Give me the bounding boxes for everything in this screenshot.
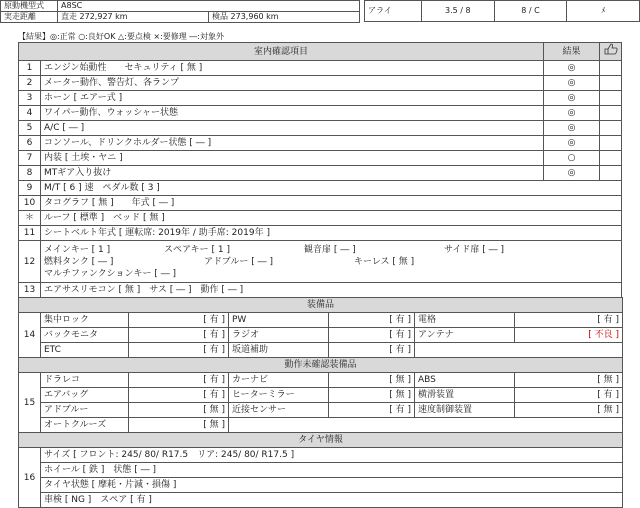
equipment-value: [ 無 ] (129, 403, 229, 418)
equipment-label: アドブルー (41, 403, 129, 418)
interior-item-result: ◎ (544, 106, 600, 121)
item-number: 12 (19, 241, 41, 283)
equipment-value: [ 有 ] (329, 403, 415, 418)
interior-item-text: ホーン [ エアー式 ] (41, 91, 544, 106)
antenna-defect-value: [ 不良 ] (515, 328, 623, 343)
equipment-label: 横滑装置 (415, 388, 515, 403)
item-number: 3 (19, 91, 41, 106)
multi-function-key: マルチファンクションキー [ ― ] (44, 269, 177, 279)
thumbs-up-icon (600, 43, 622, 61)
item-number: 4 (19, 106, 41, 121)
blank-cell (600, 166, 622, 181)
interior-item-text: メーター動作、警告灯、各ランプ (41, 76, 544, 91)
interior-item-result: ◎ (544, 91, 600, 106)
engine-type-value: A8SC (58, 1, 360, 12)
item-number: 9 (19, 181, 41, 196)
item-number: 2 (19, 76, 41, 91)
blank-cell (600, 76, 622, 91)
equipment-label: ラジオ (229, 328, 329, 343)
interior-item-text: MTギア入り抜け (41, 166, 544, 181)
arai-value-2: 8 / C (494, 1, 567, 22)
tire-condition-row: タイヤ状態 [ 摩耗・片減・損傷 ] (41, 478, 623, 493)
mileage-value: 直走 272,927 km (58, 12, 209, 23)
equipment-value: [ 無 ] (515, 403, 623, 418)
keyless: キーレス [ 無 ] (354, 257, 415, 267)
interior-item-result: ◎ (544, 61, 600, 76)
blank-cell (415, 343, 623, 358)
equipment-value: [ 無 ] (329, 388, 415, 403)
roof-row: ルーフ [ 標準 ] ベッド [ 無 ] (41, 211, 622, 226)
blank-cell (600, 61, 622, 76)
transmission-row: M/T [ 6 ] 速 ペダル数 [ 3 ] (41, 181, 622, 196)
equipment-value: [ 無 ] (129, 418, 229, 433)
seatbelt-row: シートベルト年式 [ 運転席: 2019年 / 助手席: 2019年 ] (41, 226, 622, 241)
air-suspension-row: エアサスリモコン [ 無 ] サス [ ― ] 動作 [ ― ] (41, 283, 622, 298)
blank-cell (600, 136, 622, 151)
fuel-tank-key: 燃料タンク [ ― ] (44, 257, 114, 267)
engine-type-label: 原動機型式 (1, 1, 58, 12)
interior-item-text: エンジン始動性 セキュリティ [ 無 ] (41, 61, 544, 76)
spare-key: スペアキー [ 1 ] (164, 245, 230, 255)
interior-item-text: A/C [ ― ] (41, 121, 544, 136)
blank-cell (600, 121, 622, 136)
tire-section-title: タイヤ情報 (19, 433, 623, 448)
equipment-value: [ 有 ] (129, 388, 229, 403)
item-number: 1 (19, 61, 41, 76)
item-number: 6 (19, 136, 41, 151)
blank-cell (600, 91, 622, 106)
blank-cell (600, 106, 622, 121)
equipment-value: [ 有 ] (329, 343, 415, 358)
interior-item-text: 内装 [ 土埃・ヤニ ] (41, 151, 544, 166)
item-number: 16 (19, 448, 41, 508)
equipment-value: [ 有 ] (129, 343, 229, 358)
equipment-label: ドラレコ (41, 373, 129, 388)
main-key: メインキー [ 1 ] (44, 245, 111, 255)
result-legend: 【結果】◎:正常 ○:良好OK △:要点検 ×:要修理 ―:対象外 (18, 32, 225, 41)
function-section-title: 動作未確認装備品 (19, 358, 623, 373)
interior-item-text: ワイパー動作、ウォッシャー状態 (41, 106, 544, 121)
keys-row (41, 241, 622, 283)
equipment-value: [ 有 ] (515, 313, 623, 328)
item-number: 7 (19, 151, 41, 166)
result-header: 結果 (544, 43, 600, 61)
equipment-value: [ 有 ] (129, 313, 229, 328)
interior-item-result: ◎ (544, 76, 600, 91)
interior-item-result: ○ (544, 151, 600, 166)
interior-item-result: ◎ (544, 136, 600, 151)
item-number: 15 (19, 373, 41, 433)
wheel-row: ホイール [ 鉄 ] 状態 [ ― ] (41, 463, 623, 478)
interior-item-text: コンソール、ドリンクホルダー状態 [ ― ] (41, 136, 544, 151)
equipment-label: アンテナ (415, 328, 515, 343)
equipment-value: [ 有 ] (329, 313, 415, 328)
equipment-label: ABS (415, 373, 515, 388)
equipment-table (18, 297, 623, 508)
arai-value-3: ﾒ (567, 1, 640, 22)
equipment-value: [ 有 ] (129, 373, 229, 388)
tachograph-row: タコグラフ [ 無 ] 年式 [ ― ] (41, 196, 622, 211)
equipment-label: ヒーターミラー (229, 388, 329, 403)
blank-cell (229, 418, 623, 433)
item-number: 5 (19, 121, 41, 136)
equipment-value: [ 無 ] (329, 373, 415, 388)
item-number: 11 (19, 226, 41, 241)
inspect-mileage-value: 検品 273,960 km (209, 12, 360, 23)
mileage-label: 実走距離 (1, 12, 58, 23)
equipment-label: バックモニタ (41, 328, 129, 343)
blank-cell (600, 151, 622, 166)
equipment-value: [ 有 ] (129, 328, 229, 343)
equipment-value: [ 有 ] (515, 388, 623, 403)
equipment-label: 速度制御装置 (415, 403, 515, 418)
equipment-section-title: 装備品 (19, 298, 623, 313)
adblue-key: アドブルー [ ― ] (204, 257, 273, 267)
interior-item-result: ◎ (544, 121, 600, 136)
arai-label: アライ (365, 1, 422, 22)
equipment-value: [ 無 ] (515, 373, 623, 388)
equipment-label: PW (229, 313, 329, 328)
interior-item-result: ◎ (544, 166, 600, 181)
equipment-label: 電格 (415, 313, 515, 328)
equipment-label: エアバッグ (41, 388, 129, 403)
equipment-label: 集中ロック (41, 313, 129, 328)
item-number: ＊ (19, 211, 41, 226)
item-number: 13 (19, 283, 41, 298)
side-door: サイド扉 [ ― ] (444, 245, 504, 255)
interior-section-title: 室内確認項目 (19, 43, 544, 61)
item-number: 14 (19, 313, 41, 358)
top-info (0, 0, 640, 24)
arai-value-1: 3.5 / 8 (422, 1, 495, 22)
equipment-label: カーナビ (229, 373, 329, 388)
equipment-value: [ 有 ] (329, 328, 415, 343)
equipment-label: オートクルーズ (41, 418, 129, 433)
tire-size-row: サイズ [ フロント: 245/ 80/ R17.5 リア: 245/ 80/ R17.5 ] (41, 448, 623, 463)
equipment-label: ETC (41, 343, 129, 358)
inspection-spare-row: 車検 [ NG ] スペア [ 有 ] (41, 493, 623, 508)
rear-door: 観音扉 [ ― ] (304, 245, 356, 255)
inspection-sheet (18, 42, 622, 508)
item-number: 10 (19, 196, 41, 211)
equipment-label: 近接センサー (229, 403, 329, 418)
equipment-label: 坂道補助 (229, 343, 329, 358)
item-number: 8 (19, 166, 41, 181)
